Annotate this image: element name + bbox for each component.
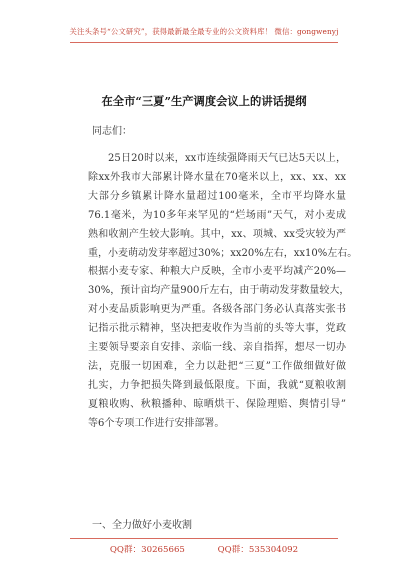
body-line: 等6个专项工作进行安排部署。 <box>88 417 225 429</box>
body-line: 对小麦品质影响更为严重。各级各部门务必认真落实张书 <box>88 304 346 316</box>
body-line: 记指示批示精神，坚决把麦收作为当前的头等大事，党政 <box>88 323 346 335</box>
body-line: 除xx外我市大部累计降水量在70毫米以上，xx、xx、xx <box>88 171 346 183</box>
page-footer <box>0 543 408 555</box>
greeting: 同志们： <box>92 126 132 137</box>
body-line: 法，克服一切困难，全力以赴把“三夏”工作做细做好做 <box>88 360 346 372</box>
body-line: 76.1毫米，为10多年来罕见的“烂场雨”天气，对小麦成 <box>88 209 346 221</box>
body-line: 重，小麦萌动发芽率超过30%；xx20%左右，xx10%左右。 <box>88 247 358 259</box>
body-paragraph <box>88 150 358 434</box>
header-divider <box>70 42 338 43</box>
qq-group-2: QQ群：535304092 <box>217 545 299 555</box>
section-heading: 一、全力做好小麦收割 <box>92 520 192 531</box>
qq-group-1: QQ群：30265665 <box>109 545 185 555</box>
body-line: 根据小麦专家、种粮大户反映，全市小麦平均减产20%— <box>88 266 346 278</box>
body-line: 扎实，力争把损失降到最低限度。下面，我就“夏粮收割 <box>88 379 346 391</box>
document-title: 在全市“三夏”生产调度会议上的讲话提纲 <box>101 94 307 108</box>
body-line: 主要领导要亲自安排、亲临一线、亲自指挥，想尽一切办 <box>88 342 346 354</box>
body-line: 夏粮收购、秋粮播种、晾晒烘干、保险理赔、舆情引导” <box>88 398 346 410</box>
body-line: 25日20时以来，xx市连续强降雨天气已达5天以上， <box>108 153 346 164</box>
footer-divider <box>70 538 338 539</box>
page-header-promo: 关注头条号“公文研究”，获得最新最全最专业的公文资料库！ 微信：gongwenyj <box>69 27 339 36</box>
body-line: 大部分乡镇累计降水量超过100毫米，全市平均降水量 <box>88 190 346 202</box>
body-line: 熟和收割产生较大影响。其中，xx、项城、xx受灾较为严 <box>88 228 346 240</box>
body-line: 30%，预计亩均产量900斤左右，由于萌动发芽数量较大， <box>88 285 350 297</box>
